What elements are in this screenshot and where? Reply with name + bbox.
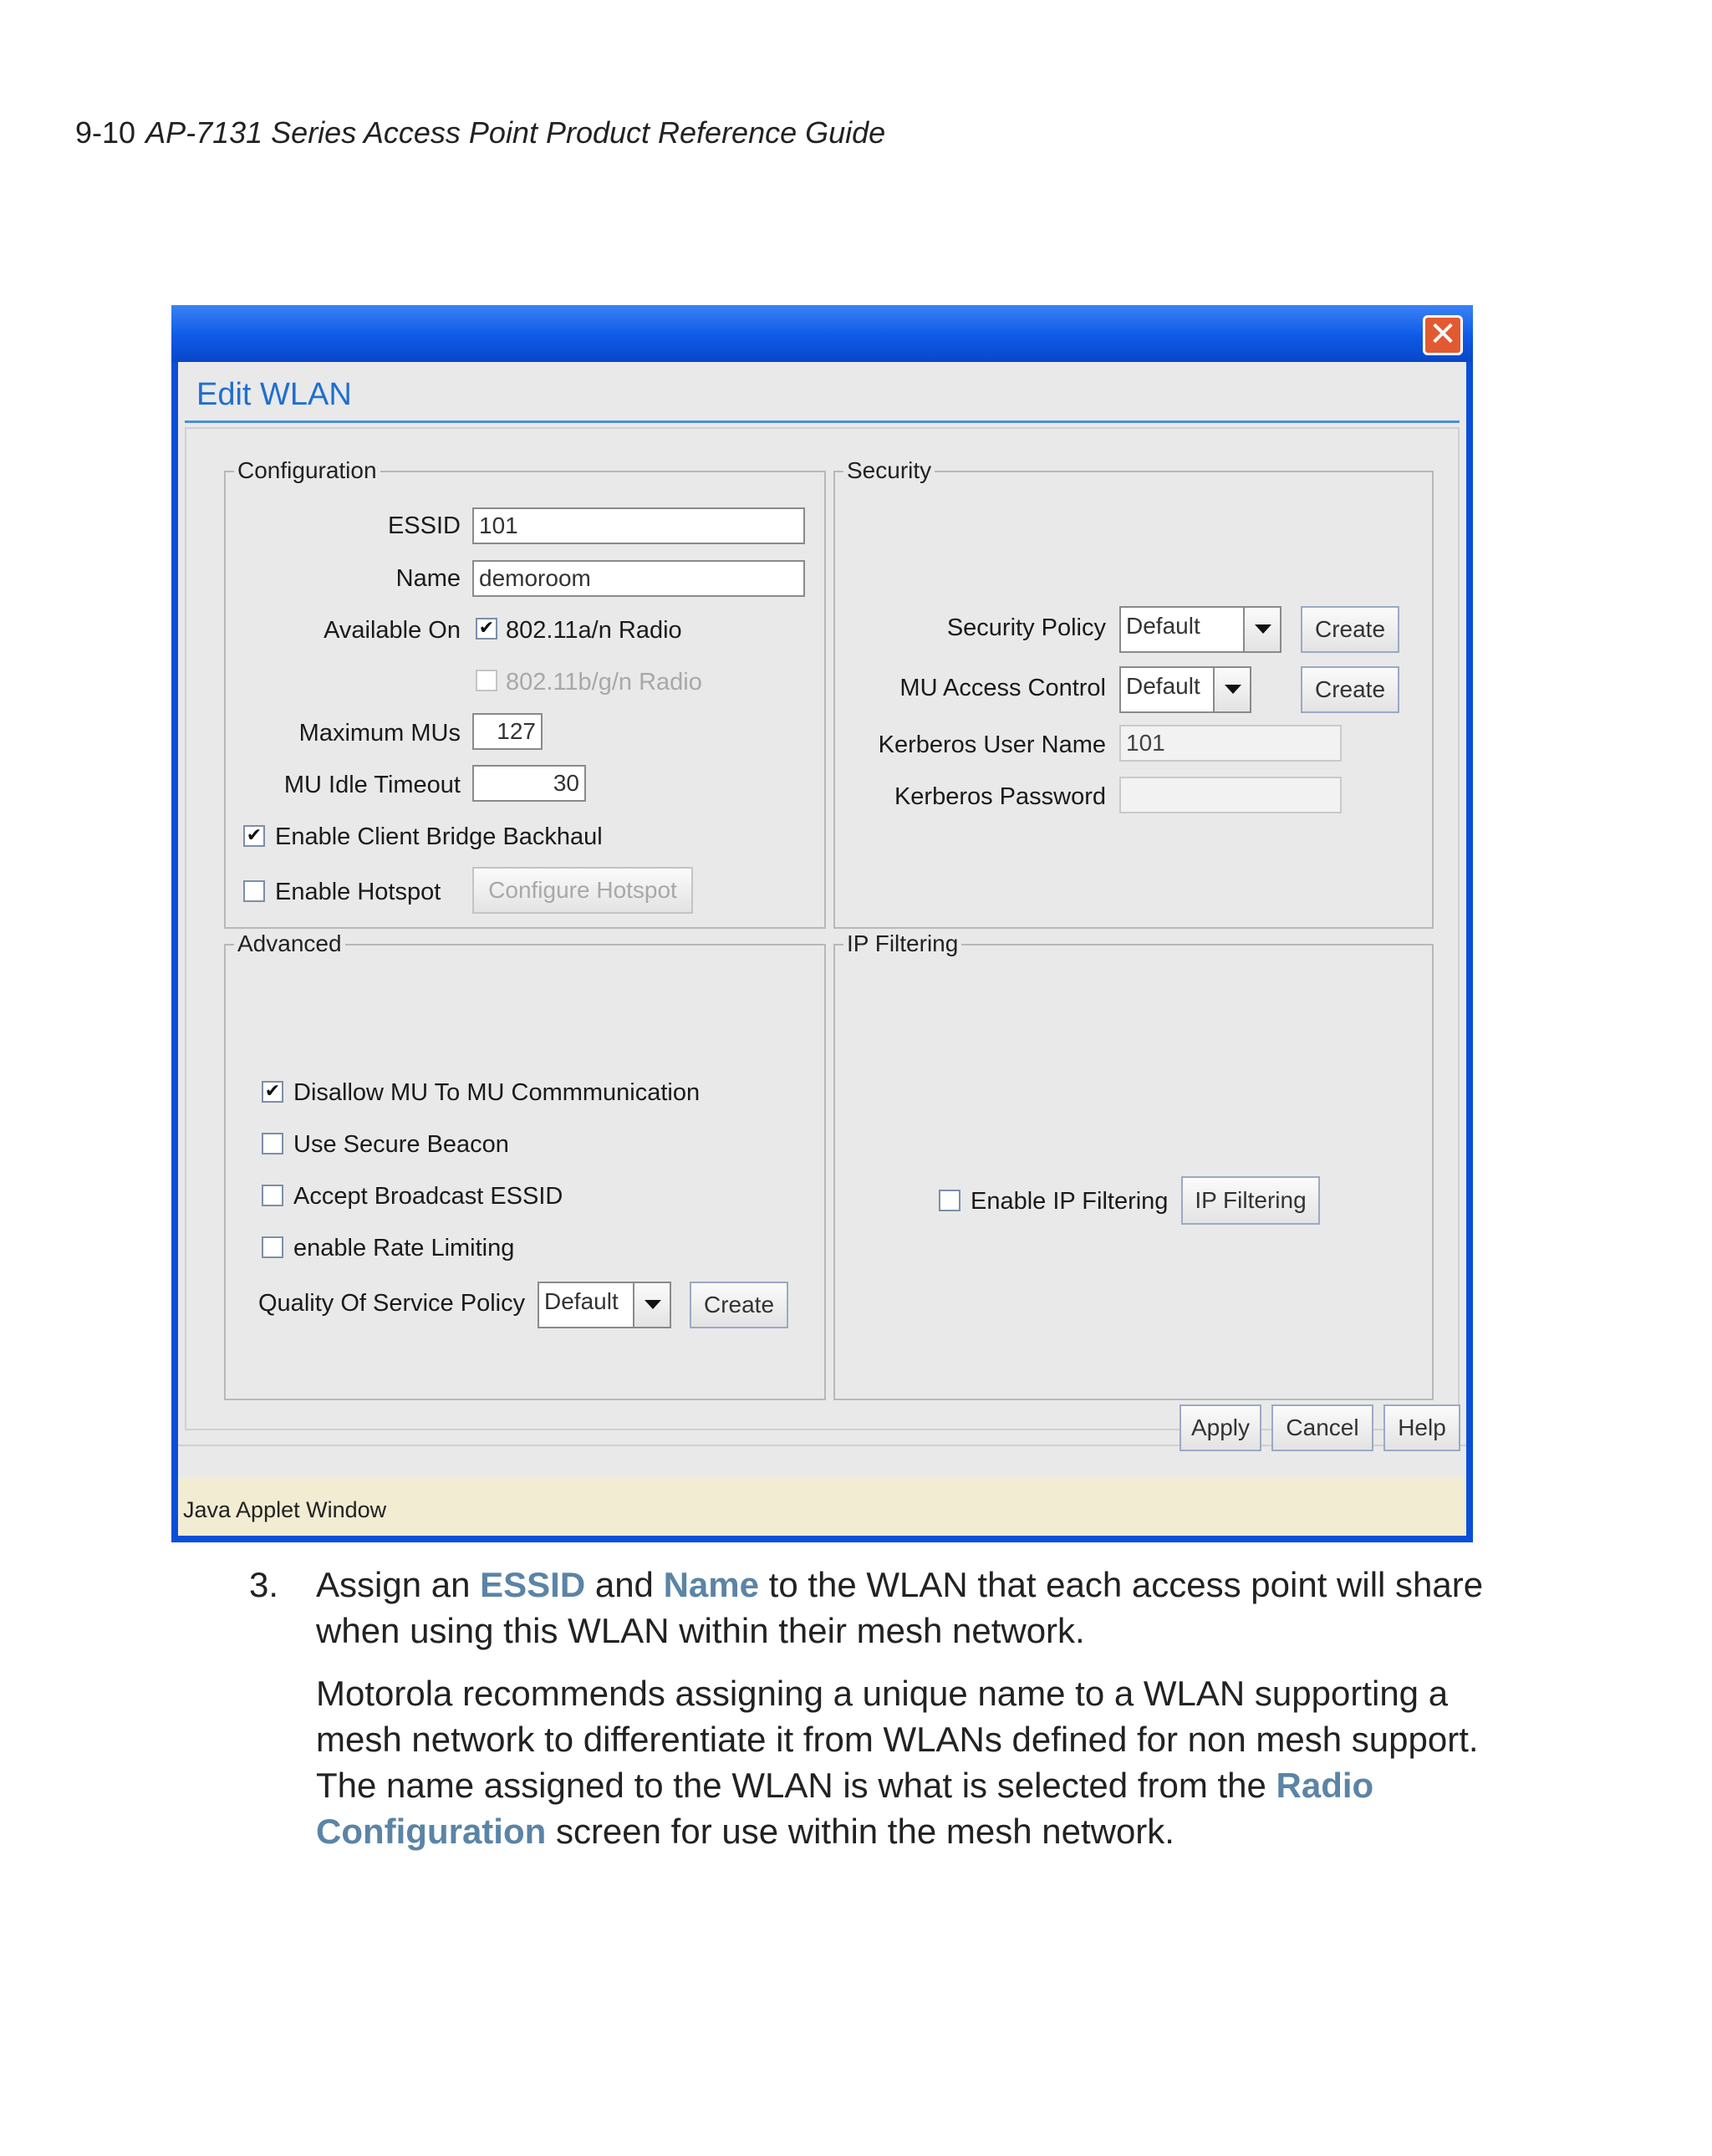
step-text-part: to the WLAN that each access point will share when using this WLAN within their mesh network. xyxy=(316,1565,1484,1650)
qos-create-button[interactable]: Create xyxy=(690,1282,788,1328)
security-policy-value: Default xyxy=(1126,613,1200,639)
step-text-part: and xyxy=(585,1565,664,1604)
name-term: Name xyxy=(663,1565,759,1604)
security-policy-label: Security Policy xyxy=(946,614,1106,641)
disallow-mu-label: Disallow MU To MU Commmunication xyxy=(293,1079,701,1106)
mu-access-select[interactable] xyxy=(1119,666,1251,713)
applet-statusbar xyxy=(178,1477,1466,1536)
window-titlebar[interactable] xyxy=(171,305,1473,362)
apply-button[interactable]: Apply xyxy=(1180,1404,1261,1451)
kerberos-password-input[interactable] xyxy=(1119,777,1342,813)
disallow-mu-checkbox[interactable]: ✔ xyxy=(262,1081,283,1103)
page-number: 9-10 xyxy=(75,115,136,150)
bridge-backhaul-label: Enable Client Bridge Backhaul xyxy=(275,823,603,850)
status-text: Java Applet Window xyxy=(183,1497,387,1522)
advanced-legend: Advanced xyxy=(234,930,345,957)
bridge-backhaul-checkbox[interactable]: ✔ xyxy=(243,825,265,847)
hotspot-label: Enable Hotspot xyxy=(275,879,441,905)
dialog-title: Edit WLAN xyxy=(196,377,352,412)
radio-a-checkbox[interactable]: ✔ xyxy=(476,618,497,640)
radio-b-label: 802.11b/g/n Radio xyxy=(506,669,702,696)
essid-label: ESSID xyxy=(387,512,461,539)
available-on-label: Available On xyxy=(324,617,461,644)
advanced-group xyxy=(224,944,826,1400)
chevron-down-icon[interactable] xyxy=(1213,668,1250,711)
guide-title: AP-7131 Series Access Point Product Reference Guide xyxy=(145,115,886,150)
note-text-part: screen for use within the mesh network. xyxy=(546,1812,1174,1851)
accept-broadcast-checkbox[interactable] xyxy=(262,1185,283,1206)
security-policy-create-button[interactable]: Create xyxy=(1301,606,1399,653)
help-button[interactable]: Help xyxy=(1383,1404,1460,1451)
note-text-part: Motorola recommends assigning a unique name to a WLAN supporting a mesh network to differentiate it from WLANs defined for non mesh support. The name assigned to the WLAN is what is selected from the xyxy=(316,1674,1479,1805)
page-header xyxy=(75,115,885,150)
secure-beacon-label: Use Secure Beacon xyxy=(293,1131,509,1158)
qos-select[interactable] xyxy=(538,1282,671,1328)
ip-filtering-legend: IP Filtering xyxy=(843,930,961,957)
hotspot-checkbox[interactable] xyxy=(243,880,265,902)
mu-access-value: Default xyxy=(1126,673,1200,699)
step-text xyxy=(316,1562,1536,1654)
step-number: 3. xyxy=(249,1565,279,1604)
accept-broadcast-label: Accept Broadcast ESSID xyxy=(293,1183,563,1210)
secure-beacon-checkbox[interactable] xyxy=(262,1133,283,1154)
idle-timeout-input[interactable]: 30 xyxy=(472,765,586,802)
radio-a-label: 802.11a/n Radio xyxy=(506,617,682,644)
qos-label: Quality Of Service Policy xyxy=(258,1290,526,1317)
rate-limiting-label: enable Rate Limiting xyxy=(293,1235,515,1261)
max-mus-input[interactable]: 127 xyxy=(472,713,543,750)
edit-wlan-window xyxy=(171,305,1473,1542)
ip-filtering-button[interactable]: IP Filtering xyxy=(1181,1176,1320,1225)
configure-hotspot-button[interactable]: Configure Hotspot xyxy=(472,867,693,914)
dialog-content xyxy=(185,427,1460,1430)
radio-b-checkbox[interactable] xyxy=(476,670,497,691)
kerberos-user-input[interactable]: 101 xyxy=(1119,725,1342,762)
step-text-part: Assign an xyxy=(316,1565,481,1604)
title-divider xyxy=(185,420,1460,423)
chevron-down-icon[interactable] xyxy=(1243,608,1280,651)
kerberos-password-label: Kerberos Password xyxy=(894,783,1106,810)
kerberos-user-label: Kerberos User Name xyxy=(878,731,1106,758)
security-policy-select[interactable] xyxy=(1119,606,1281,653)
cancel-button[interactable]: Cancel xyxy=(1271,1404,1373,1451)
essid-term: ESSID xyxy=(480,1565,586,1604)
essid-input[interactable]: 101 xyxy=(472,507,805,544)
ip-filtering-enable-label: Enable IP Filtering xyxy=(971,1188,1169,1215)
ip-filtering-checkbox[interactable] xyxy=(939,1190,960,1211)
ip-filtering-group xyxy=(833,944,1434,1400)
close-icon[interactable]: ✕ xyxy=(1423,315,1463,355)
security-legend: Security xyxy=(843,457,935,484)
name-label: Name xyxy=(395,565,461,592)
dialog-client-area xyxy=(178,362,1466,1477)
qos-value: Default xyxy=(544,1288,619,1314)
idle-timeout-label: MU Idle Timeout xyxy=(283,772,461,798)
max-mus-label: Maximum MUs xyxy=(298,720,461,747)
rate-limiting-checkbox[interactable] xyxy=(262,1236,283,1258)
name-input[interactable]: demoroom xyxy=(472,560,805,597)
configuration-legend: Configuration xyxy=(234,457,380,484)
mu-access-create-button[interactable]: Create xyxy=(1301,666,1399,713)
mu-access-label: MU Access Control xyxy=(899,675,1106,701)
chevron-down-icon[interactable] xyxy=(633,1283,670,1327)
note-paragraph xyxy=(316,1670,1536,1854)
radio-configuration-term: Radio Configuration xyxy=(316,1766,1374,1851)
